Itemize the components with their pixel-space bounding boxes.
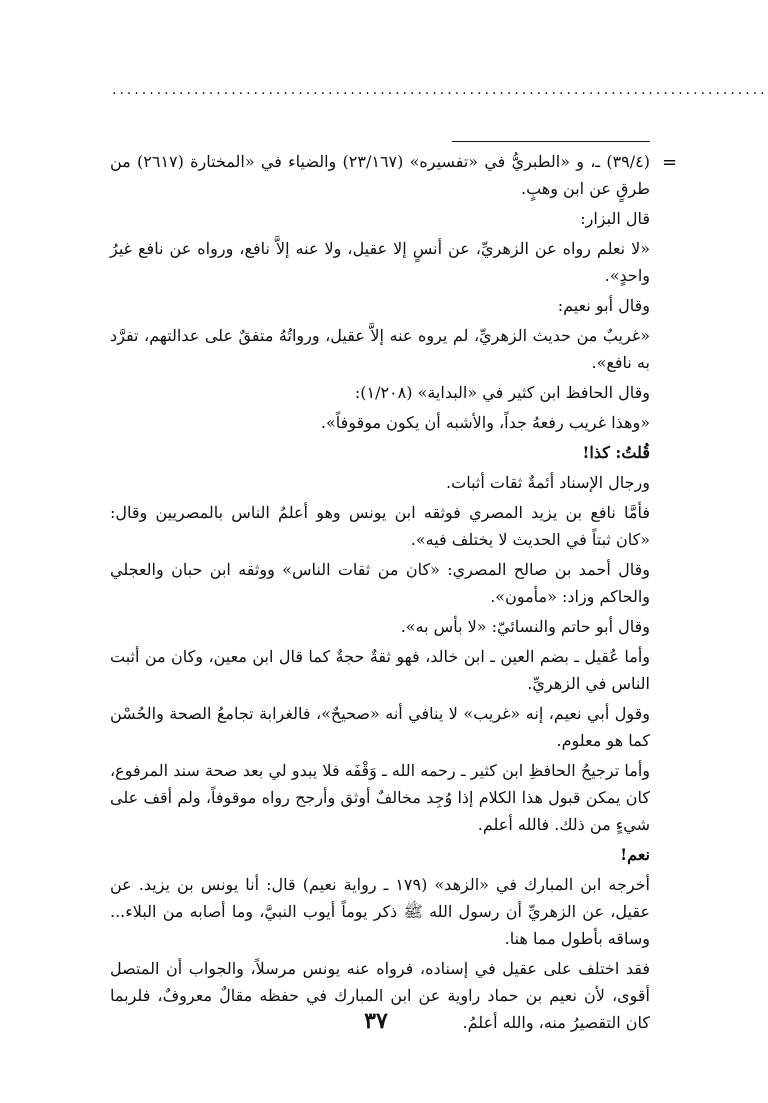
paragraph: فأمَّا نافع بن يزيد المصري فوثقه ابن يونس وهو أعلمُ الناس بالمصريين وقال: «كان ثبتاً في الحديث لا يختلف فيه». <box>110 503 650 549</box>
paragraph: وقال أحمد بن صالح المصري: «كان من ثقات الناس» ووثقه ابن حبان والعجلي والحاكم وزاد: «مأمون». <box>110 560 650 606</box>
paragraph: وقال أبو نعيم: <box>557 296 650 315</box>
paragraph: «وهذا غريب رفعهُ جداً، والأشبه أن يكون موقوفاً». <box>320 413 650 432</box>
paragraph: وقول أبي نعيم، إنه «غريب» لا ينافي أنه «صحيحٌ»، فالغرابة تجامعُ الصحة والحُسْن كما هو معلوم. <box>110 704 650 750</box>
bold-heading: قُلتُ: كذا! <box>582 443 650 462</box>
paragraph: «غريبٌ من حديث الزهريِّ، لم يروه عنه إلاَّ عقيل، ورواتُهُ متفقٌ على عدالتهم، تفرَّد به نافع». <box>110 326 650 372</box>
top-dotted-separator: ........................................................................................ <box>112 82 768 98</box>
paragraph: وقال أبو حاتم والنسائيّ: «لا بأس به». <box>400 617 650 636</box>
paragraph: فقد اختلف على عقيل في إسناده، فرواه عنه يونس مرسلاً، والجواب أن المتصل أقوى، لأن نعيم بن حماد راوية عن ابن المبارك في حفظه مقالٌ معروفٌ، فلربما كان التقصيرُ منه، والله أعلمُ. <box>110 959 650 1032</box>
paragraph: أخرجه ابن المبارك في «الزهد» (١٧٩ ـ رواية نعيم) قال: أنا يونس بن يزيد. عن عقيل، عن الزهريِّ أن رسول الله ﷺ ذكر يوماً أيوب النبيَّ، وما أصابه من البلاء... وساقه بأطول مما هنا. <box>110 875 650 948</box>
bold-heading: نعم! <box>620 845 650 864</box>
page-number: ٣٧ <box>364 1008 388 1034</box>
paragraph: وأما عُقيل ـ بضم العين ـ ابن خالد، فهو ثقةٌ حجةٌ كما قال ابن معين، وكان من أثبت الناس في الزهريِّ. <box>110 647 650 693</box>
paragraph: «لا نعلم رواه عن الزهريِّ، عن أنسٍ إلا عقيل، ولا عنه إلاَّ نافع، ورواه عن نافع غيرُ واحدٍ». <box>110 239 650 285</box>
footnote-body <box>110 148 650 1039</box>
footnote-rule <box>452 141 650 142</box>
paragraph: وقال الحافظ ابن كثير في «البداية» (١/٢٠٨): <box>354 383 650 402</box>
continuation-marker: = <box>662 152 678 173</box>
paragraph: ورجال الإسناد أئمةٌ ثقات أثبات. <box>446 473 650 492</box>
paragraph: قال البزار: <box>580 209 650 228</box>
paragraph: وأما ترجيحُ الحافظِ ابن كثير ـ رحمه الله ـ وَقْفَه فلا يبدو لي بعد صحة سند المرفوع، كان يمكن قبول هذا الكلام إذا وُجِد مخالفٌ أوثق وأرجح رواه موقوفاً، ولم أقف على شيءٍ من ذلك. فالله أعلم. <box>110 761 650 834</box>
paragraph: (٣٩/٤) ـ، و «الطبريُّ في «تفسيره» (٢٣/١٦٧) والضياء في «المختارة (٢٦١٧) من طرقٍ عن ابن وهبٍ. <box>110 152 650 198</box>
